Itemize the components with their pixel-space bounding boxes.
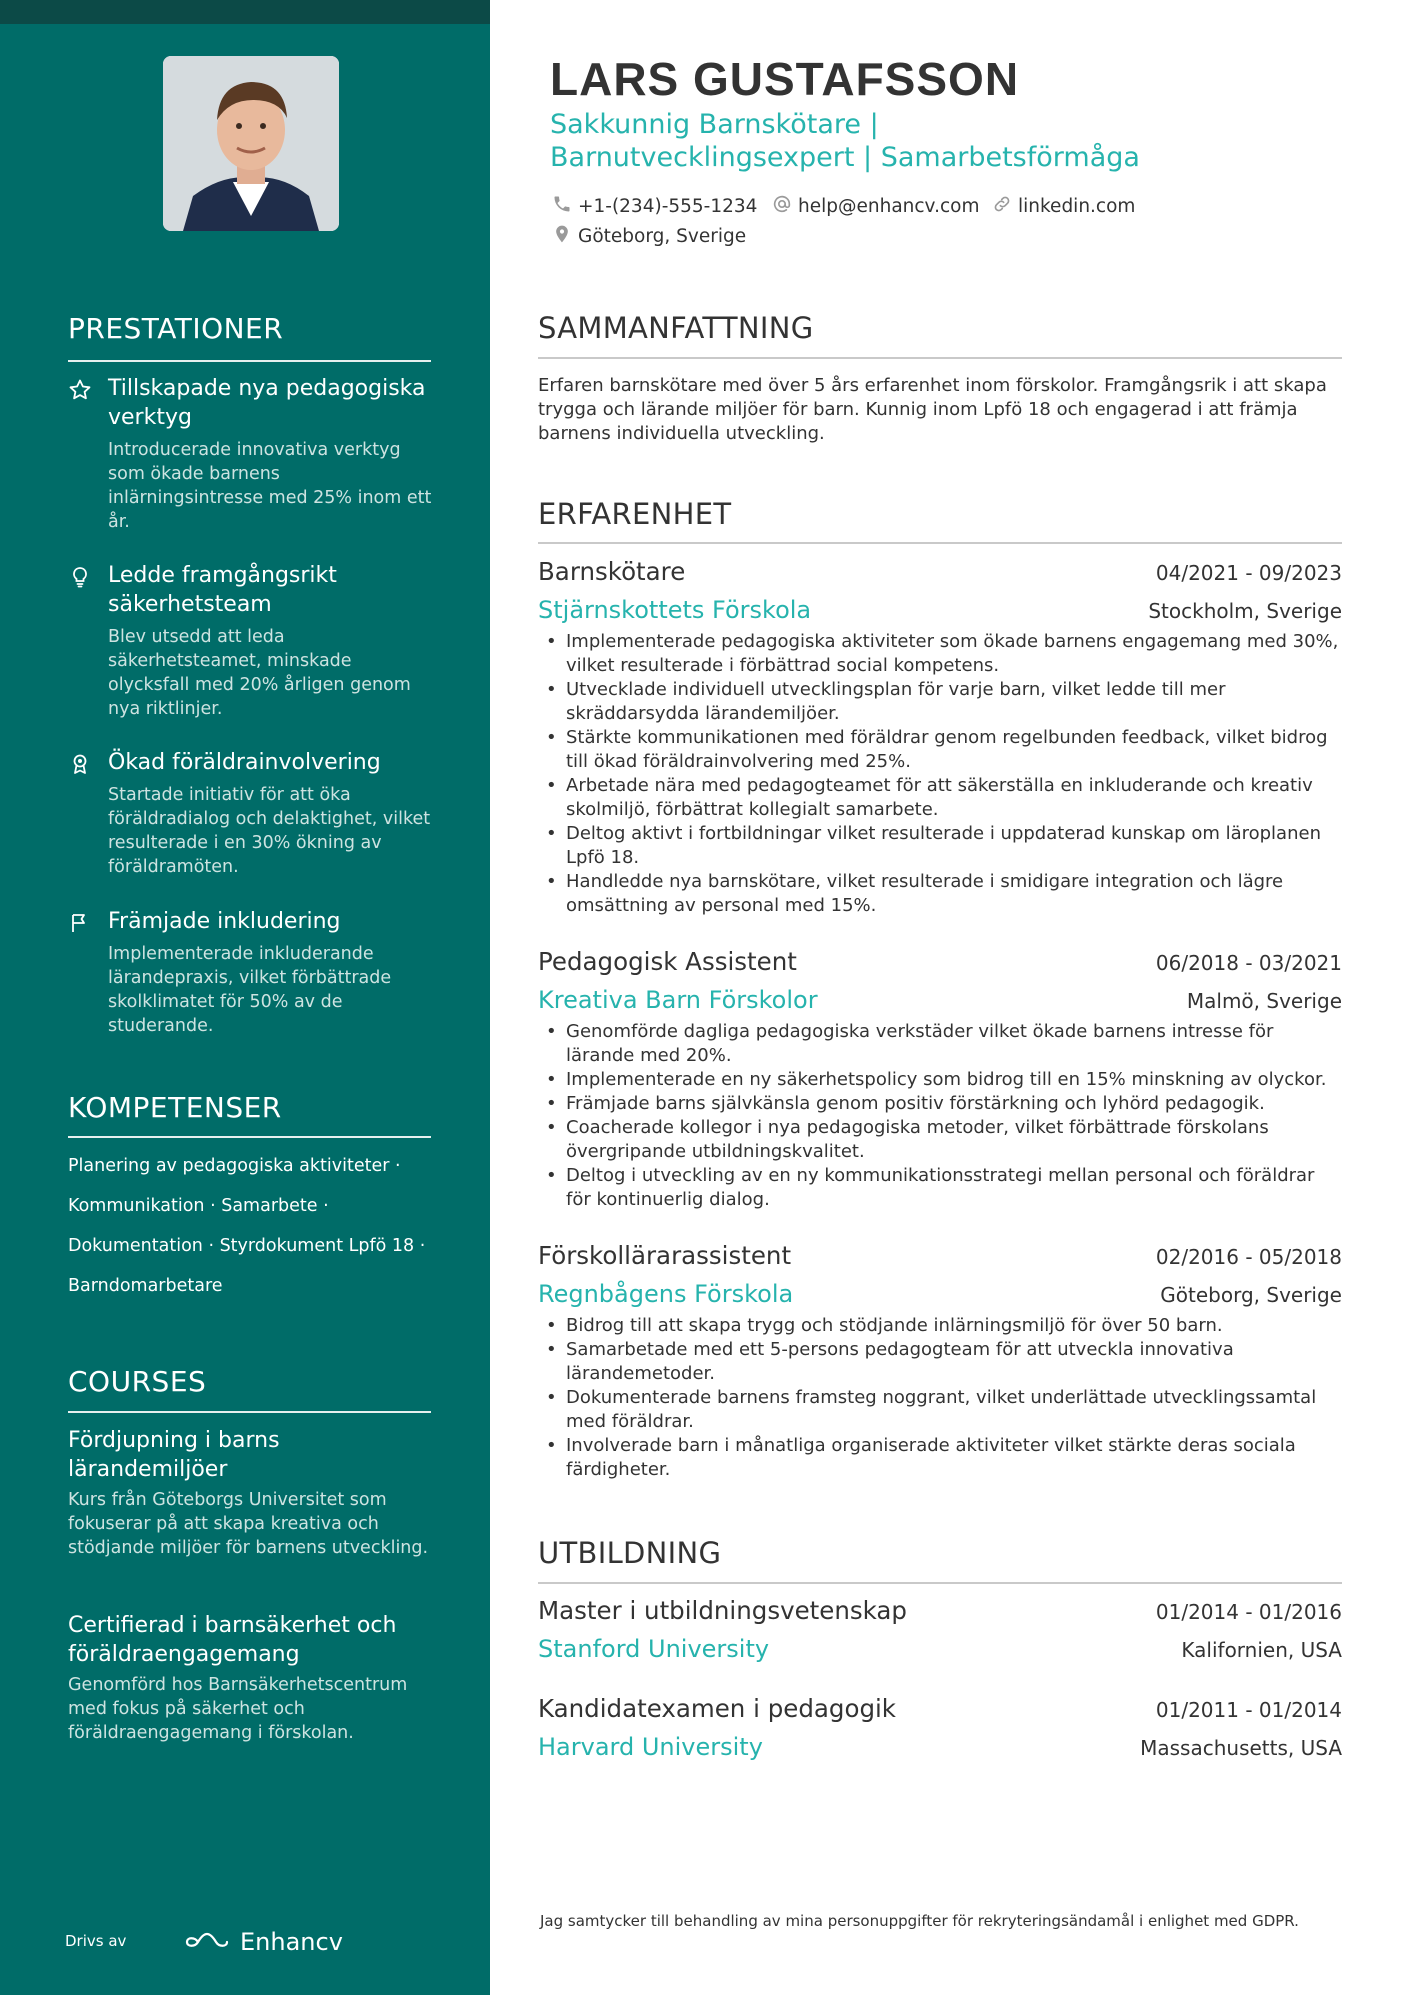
bullet-item: • Utvecklade individuell utvecklingsplan för varje barn, vilket ledde till mer skräddarsydda lärandemiljöer.: [538, 678, 1342, 726]
degree: Kandidatexamen i pedagogik: [538, 1694, 896, 1723]
experience-title: ERFARENHET: [538, 497, 732, 531]
skills-list: [68, 1150, 448, 1310]
achievement-title: Ledde framgångsrikt säkerhetsteam: [108, 563, 337, 617]
bullet-item: • Involverade barn i månatliga organiserade aktiviteter vilket stärkte deras sociala färdigheter.: [538, 1434, 1342, 1482]
education-entry: [538, 1596, 1342, 1663]
course-item: [68, 1611, 438, 1745]
summary-text: Erfaren barnskötare med över 5 års erfarenhet inom förskolor. Framgångsrik i att skapa trygga och lärande miljöer för barn. Kunnig inom Lpfö 18 och engagerad i att främja barnens individuella utveckling.: [538, 375, 1327, 444]
location-text: Göteborg, Sverige: [578, 226, 747, 247]
lightbulb-icon: [68, 565, 92, 589]
award-icon: [68, 752, 92, 776]
job-dates: 04/2021 - 09/2023: [1155, 561, 1342, 585]
linkedin-text: linkedin.com: [1018, 196, 1136, 217]
degree: Master i utbildningsvetenskap: [538, 1596, 907, 1625]
job-entry: [538, 557, 1342, 918]
achievement-desc: Startade initiativ för att öka föräldradialog och delaktighet, vilket resulterade i en 30% ökning av föräldramöten.: [108, 785, 431, 877]
bullet-item: • Dokumenterade barnens framsteg noggrant, vilket underlättade utvecklingssamtal med föräldrar.: [538, 1386, 1342, 1434]
skills-divider: [68, 1136, 431, 1138]
candidate-name: LARS GUSTAFSSON: [550, 53, 1020, 105]
education-title: UTBILDNING: [538, 1536, 722, 1570]
achievement-desc: Blev utsedd att leda säkerhetsteamet, minskade olycksfall med 20% årligen genom nya riktlinjer.: [108, 627, 411, 719]
education-dates: 01/2011 - 01/2014: [1155, 1698, 1342, 1722]
achievement-title: Tillskapade nya pedagogiska verktyg: [108, 376, 426, 430]
gdpr-consent: Jag samtycker till behandling av mina personuppgifter för rekryteringsändamål i enlighet med GDPR.: [540, 1912, 1299, 1930]
job-title: Barnskötare: [538, 557, 686, 586]
achievement-item: [68, 748, 438, 879]
flag-icon: [68, 911, 92, 935]
course-item: [68, 1426, 438, 1560]
job-company: Regnbågens Förskola: [538, 1280, 794, 1308]
job-company: Kreativa Barn Förskolor: [538, 986, 818, 1014]
enhancv-logo[interactable]: [184, 1924, 343, 1960]
phone-text: +1-(234)-555-1234: [578, 196, 758, 217]
achievement-title: Ökad föräldrainvolvering: [108, 750, 381, 775]
job-entry: [538, 1241, 1342, 1482]
link-icon: [992, 194, 1012, 219]
summary-divider: [538, 357, 1342, 359]
achievement-desc: Introducerade innovativa verktyg som ökade barnens inlärningsintresse med 25% inom ett år.: [108, 440, 432, 532]
job-location: Göteborg, Sverige: [1160, 1283, 1342, 1307]
sidebar-top-bar: [0, 0, 490, 24]
email-text: help@enhancv.com: [798, 196, 980, 217]
skills-line: Barndomarbetare: [68, 1276, 223, 1296]
achievements-divider: [68, 360, 431, 362]
course-title: Fördjupning i barns lärandemiljöer: [68, 1428, 280, 1482]
powered-by-label: Drivs av: [65, 1932, 127, 1950]
bullet-item: • Implementerade pedagogiska aktiviteter som ökade barnens engagemang med 30%, vilket resulterade i förbättrad social kompetens.: [538, 630, 1342, 678]
star-icon: [68, 378, 92, 402]
job-entry: [538, 947, 1342, 1212]
course-desc: Genomförd hos Barnsäkerhetscentrum med fokus på säkerhet och föräldraengagemang i förskolan.: [68, 1675, 408, 1743]
job-dates: 02/2016 - 05/2018: [1155, 1245, 1342, 1269]
skills-line: Planering av pedagogiska aktiviteter ·: [68, 1156, 401, 1176]
bullet-item: • Bidrog till att skapa trygg och stödjande inlärningsmiljö för över 50 barn.: [538, 1314, 1342, 1338]
job-title: Förskollärarassistent: [538, 1241, 792, 1270]
school: Stanford University: [538, 1635, 770, 1663]
achievement-item: [68, 374, 438, 534]
course-desc: Kurs från Göteborgs Universitet som fokuserar på att skapa kreativa och stödjande miljöer för barnens utveckling.: [68, 1490, 429, 1558]
courses-title: COURSES: [68, 1365, 207, 1398]
summary-title: SAMMANFATTNING: [538, 311, 814, 345]
bullet-item: • Deltog i utveckling av en ny kommunikationsstrategi mellan personal och föräldrar för kontinuerlig dialog.: [538, 1164, 1342, 1212]
achievement-item: [68, 907, 438, 1038]
brand-name: Enhancv: [240, 1928, 343, 1956]
contact-email[interactable]: [772, 194, 979, 219]
bullet-item: • Coacherade kollegor i nya pedagogiska metoder, vilket förbättrade förskolans övergripande utbildningskvalitet.: [538, 1116, 1342, 1164]
bullet-item: • Implementerade en ny säkerhetspolicy som bidrog till en 15% minskning av olyckor.: [538, 1068, 1342, 1092]
phone-icon: [552, 194, 572, 219]
school: Harvard University: [538, 1733, 763, 1761]
skills-line: Kommunikation · Samarbete ·: [68, 1196, 329, 1216]
achievement-item: [68, 561, 438, 721]
contact-location: [552, 224, 746, 249]
achievement-title: Främjade inkludering: [108, 909, 341, 934]
achievement-desc: Implementerade inkluderande lärandepraxis, vilket förbättrade skolklimatet för 50% av de studerande.: [108, 944, 392, 1036]
experience-divider: [538, 542, 1342, 544]
education-location: Massachusetts, USA: [1140, 1736, 1342, 1760]
achievements-title: PRESTATIONER: [68, 312, 284, 345]
at-icon: [772, 194, 792, 219]
job-dates: 06/2018 - 03/2021: [1155, 951, 1342, 975]
bullet-item: • Genomförde dagliga pedagogiska verkstäder vilket ökade barnens intresse för lärande med 20%.: [538, 1020, 1342, 1068]
job-location: Malmö, Sverige: [1186, 989, 1342, 1013]
education-dates: 01/2014 - 01/2016: [1155, 1600, 1342, 1624]
bullet-item: • Främjade barns självkänsla genom positiv förstärkning och lyhörd pedagogik.: [538, 1092, 1342, 1116]
job-company: Stjärnskottets Förskola: [538, 596, 812, 624]
bullet-item: • Stärkte kommunikationen med föräldrar genom regelbunden feedback, vilket bidrog till ökad föräldrainvolvering med 25%.: [538, 726, 1342, 774]
bullet-item: • Samarbetade med ett 5-persons pedagogteam för att utveckla innovativa lärandemetoder.: [538, 1338, 1342, 1386]
bullet-item: • Arbetade nära med pedagogteamet för att säkerställa en inkluderande och kreativ skolmiljö, förbättrat kollegialt samarbete.: [538, 774, 1342, 822]
course-title: Certifierad i barnsäkerhet och föräldraengagemang: [68, 1613, 397, 1667]
skills-line: Dokumentation · Styrdokument Lpfö 18 ·: [68, 1236, 426, 1256]
job-bullets: [538, 1314, 1342, 1482]
sidebar: [0, 0, 490, 1995]
education-entry: [538, 1694, 1342, 1761]
job-bullets: [538, 1020, 1342, 1212]
map-pin-icon: [552, 224, 572, 249]
courses-divider: [68, 1411, 431, 1413]
education-divider: [538, 1582, 1342, 1584]
contact-linkedin[interactable]: [992, 194, 1135, 219]
job-location: Stockholm, Sverige: [1148, 599, 1342, 623]
job-bullets: [538, 630, 1342, 918]
education-location: Kalifornien, USA: [1181, 1638, 1342, 1662]
profile-photo: [163, 56, 339, 231]
contact-phone[interactable]: [552, 194, 757, 219]
job-title: Pedagogisk Assistent: [538, 947, 797, 976]
bullet-item: • Deltog aktivt i fortbildningar vilket resulterade i uppdaterad kunskap om läroplanen Lpfö 18.: [538, 822, 1342, 870]
headline: Sakkunnig Barnskötare | Barnutvecklingsexpert | Samarbetsförmåga: [550, 109, 1140, 173]
enhancv-logo-icon: [184, 1930, 230, 1954]
bullet-item: • Handledde nya barnskötare, vilket resulterade i smidigare integration och lägre omsättning av personal med 15%.: [538, 870, 1342, 918]
skills-title: KOMPETENSER: [68, 1091, 282, 1124]
